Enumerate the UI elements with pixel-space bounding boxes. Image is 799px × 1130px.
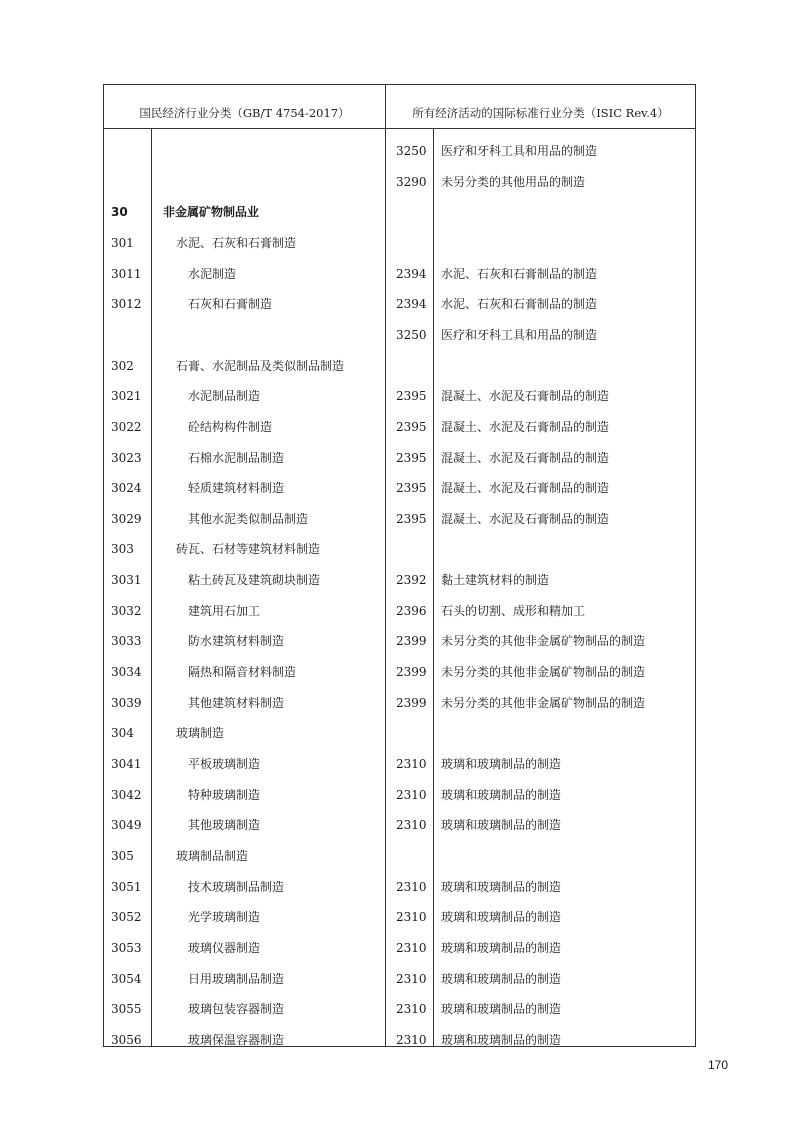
isic-code: 3250 [396,327,427,342]
table-row [104,412,695,442]
gbt-code: 3021 [111,389,142,404]
gbt-code: 3042 [111,787,142,802]
isic-name: 混凝土、水泥及石膏制品的制造 [441,419,610,434]
isic-name: 玻璃和玻璃制品的制造 [441,757,562,771]
isic-name: 未另分类的其他非金属矿物制品的制造 [441,695,646,710]
table-row [104,933,695,963]
isic-name: 玻璃和玻璃制品的制造 [441,940,562,955]
gbt-name: 建筑用石加工 [188,603,261,618]
isic-name: 未另分类的其他非金属矿物制品的制造 [441,665,646,680]
table-row [104,657,695,687]
table-row [104,749,695,779]
table-row [104,228,695,258]
table-row [104,289,695,319]
isic-name: 未另分类的其他用品的制造 [441,174,586,189]
table-row [104,718,695,748]
gbt-code: 3033 [111,634,142,649]
isic-name: 玻璃和玻璃制品的制造 [441,787,562,802]
isic-code: 2399 [396,665,427,680]
table-row [104,994,695,1024]
isic-name: 石头的切割、成形和精加工 [441,603,586,618]
gbt-code: 3024 [111,481,142,496]
gbt-name: 非金属矿物制品业 [163,205,260,220]
isic-name: 未另分类的其他非金属矿物制品的制造 [441,634,646,649]
gbt-code: 303 [111,542,134,557]
gbt-name: 水泥制品制造 [188,389,261,404]
gbt-name: 水泥制造 [188,266,237,281]
isic-code: 2399 [396,695,427,710]
isic-code: 2310 [396,757,427,771]
isic-code: 2310 [396,971,427,986]
gbt-code: 3053 [111,940,142,955]
table-row [104,1025,695,1055]
isic-code: 2310 [396,940,427,955]
isic-code: 2395 [396,450,427,465]
isic-code: 3290 [396,174,427,189]
table-row [104,473,695,503]
isic-name: 玻璃和玻璃制品的制造 [441,1002,562,1017]
gbt-code: 3031 [111,573,142,588]
table-row [104,504,695,534]
gbt-name: 石棉水泥制品制造 [188,450,285,465]
isic-code: 2395 [396,481,427,496]
isic-code: 2392 [396,573,427,588]
table-row [104,136,695,166]
gbt-name: 隔热和隔音材料制造 [188,665,297,680]
table-row [104,596,695,626]
page-number: 170 [708,1058,729,1072]
gbt-name: 轻质建筑材料制造 [188,481,285,496]
table-row [104,902,695,932]
isic-code: 2310 [396,1032,427,1047]
gbt-name: 玻璃包装容器制造 [188,1002,285,1017]
gbt-name: 石灰和石膏制造 [188,297,273,312]
gbt-code: 30 [111,205,128,220]
isic-name: 玻璃和玻璃制品的制造 [441,910,562,925]
isic-name: 医疗和牙科工具和用品的制造 [441,327,598,342]
table-row [104,259,695,289]
gbt-code: 3056 [111,1032,142,1047]
table-row [104,351,695,381]
isic-code: 2394 [396,266,427,281]
isic-code: 2394 [396,297,427,312]
gbt-code: 3011 [111,266,142,281]
isic-code: 2310 [396,879,427,894]
table-row [104,688,695,718]
classification-table [103,84,696,1047]
table-row [104,197,695,227]
isic-name: 混凝土、水泥及石膏制品的制造 [441,481,610,496]
isic-code: 2395 [396,389,427,404]
gbt-code: 3051 [111,879,142,894]
gbt-code: 3022 [111,419,142,434]
gbt-code: 3012 [111,297,142,312]
gbt-name: 玻璃制品制造 [176,848,249,863]
gbt-code: 3032 [111,603,142,618]
gbt-code: 301 [111,235,134,250]
gbt-name: 防水建筑材料制造 [188,634,285,649]
isic-name: 混凝土、水泥及石膏制品的制造 [441,511,610,526]
gbt-code: 302 [111,358,134,373]
table-row [104,841,695,871]
table-row [104,381,695,411]
gbt-code: 3039 [111,695,142,710]
gbt-name: 砼结构构件制造 [188,419,273,434]
table-row [104,443,695,473]
gbt-code: 3055 [111,1002,142,1017]
isic-name: 水泥、石灰和石膏制品的制造 [441,266,598,281]
header-gbt: 国民经济行业分类（GB/T 4754-2017） [139,106,350,120]
gbt-name: 光学玻璃制造 [188,910,261,925]
header-isic: 所有经济活动的国际标准行业分类（ISIC Rev.4） [412,106,669,120]
gbt-name: 粘土砖瓦及建筑砌块制造 [188,573,321,588]
isic-name: 黏土建筑材料的制造 [441,573,550,588]
gbt-name: 水泥、石灰和石膏制造 [176,235,297,250]
isic-name: 医疗和牙科工具和用品的制造 [441,144,598,158]
gbt-code: 3041 [111,757,142,771]
isic-name: 玻璃和玻璃制品的制造 [441,1032,562,1047]
isic-code: 2396 [396,603,427,618]
gbt-code: 3049 [111,818,142,833]
table-row [104,780,695,810]
gbt-code: 3034 [111,665,142,680]
table-row [104,167,695,197]
isic-code: 2310 [396,818,427,833]
gbt-name: 玻璃保温容器制造 [188,1032,285,1047]
gbt-code: 3029 [111,511,142,526]
table-row [104,810,695,840]
table-row [104,565,695,595]
isic-code: 2395 [396,419,427,434]
isic-name: 混凝土、水泥及石膏制品的制造 [441,450,610,465]
gbt-name: 石膏、水泥制品及类似制品制造 [176,358,345,373]
gbt-code: 3052 [111,910,142,925]
isic-name: 水泥、石灰和石膏制品的制造 [441,297,598,312]
gbt-name: 日用玻璃制品制造 [188,971,285,986]
gbt-name: 玻璃仪器制造 [188,940,261,955]
gbt-code: 305 [111,848,134,863]
isic-name: 混凝土、水泥及石膏制品的制造 [441,389,610,404]
gbt-name: 其他水泥类似制品制造 [188,511,309,526]
gbt-name: 平板玻璃制造 [188,757,261,771]
isic-code: 2310 [396,787,427,802]
isic-code: 2310 [396,1002,427,1017]
gbt-name: 玻璃制造 [176,726,225,741]
gbt-code: 3023 [111,450,142,465]
gbt-name: 其他玻璃制造 [188,818,261,833]
gbt-name: 其他建筑材料制造 [188,695,285,710]
isic-code: 2399 [396,634,427,649]
table-row [104,872,695,902]
gbt-name: 特种玻璃制造 [188,787,261,802]
table-row [104,534,695,564]
isic-code: 3250 [396,144,427,158]
isic-name: 玻璃和玻璃制品的制造 [441,971,562,986]
isic-name: 玻璃和玻璃制品的制造 [441,879,562,894]
table-row [104,964,695,994]
gbt-code: 304 [111,726,134,741]
gbt-name: 技术玻璃制品制造 [188,879,285,894]
isic-name: 玻璃和玻璃制品的制造 [441,818,562,833]
table-header [104,85,695,129]
gbt-code: 3054 [111,971,142,986]
isic-code: 2395 [396,511,427,526]
table-row [104,626,695,656]
table-row [104,320,695,350]
gbt-name: 砖瓦、石材等建筑材料制造 [176,542,321,557]
isic-code: 2310 [396,910,427,925]
